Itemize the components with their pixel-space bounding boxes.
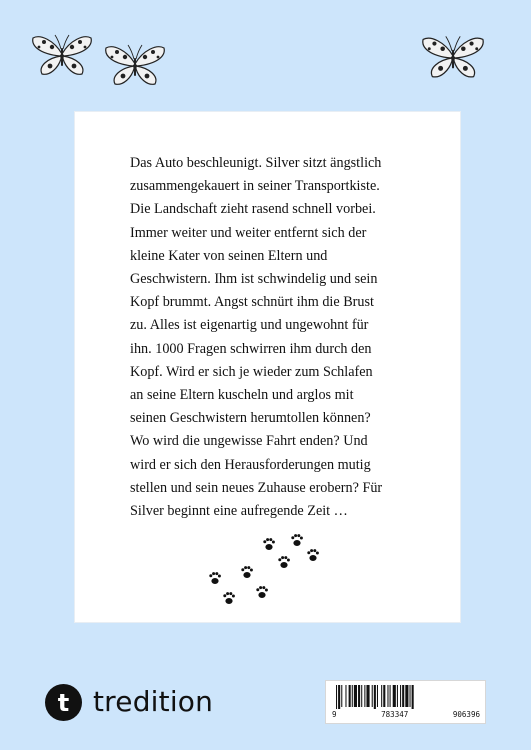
paw-print-icon	[256, 586, 268, 598]
barcode-bar	[377, 685, 378, 707]
isbn-group: 783347	[381, 710, 409, 719]
paw-print-icon	[278, 556, 290, 568]
blurb-line: Kopf brummt. Angst schnürt ihm die Brust	[130, 294, 374, 311]
isbn-number	[332, 710, 480, 719]
tredition-logo-icon	[45, 684, 82, 721]
blurb-line: Wo wird die ungewisse Fahrt enden? Und	[130, 433, 368, 450]
barcode-bar	[402, 685, 404, 707]
barcode-bar	[372, 685, 373, 707]
isbn-barcode	[325, 680, 486, 724]
paw-print-icon	[291, 534, 303, 546]
blurb-line: stellen und sein neues Zuhause erobern? Für	[130, 479, 383, 496]
blurb-line: wird er sich den Herausforderungen mutig	[130, 456, 371, 473]
butterfly-icon	[30, 32, 94, 78]
barcode-bar	[390, 685, 391, 707]
blurb-line: Silver beginnt eine aufregende Zeit …	[130, 503, 348, 520]
blurb-line: Kopf. Wird er sich je wieder zum Schlafen	[130, 363, 373, 380]
blurb-line: Immer weiter und weiter entfernt sich der	[130, 224, 367, 241]
blurb-line: Die Landschaft zieht rasend schnell vorbei.	[130, 201, 376, 218]
barcode-bar	[412, 685, 414, 709]
isbn-group: 9	[332, 710, 337, 719]
blurb-line: zu. Alles ist eigenartig und ungewohnt für	[130, 317, 369, 334]
blurb-text	[130, 152, 430, 523]
barcode-bar	[393, 685, 396, 707]
logo-mark-letter: t	[57, 689, 70, 717]
barcode-bar	[345, 685, 346, 707]
paw-print-icon	[307, 549, 319, 561]
paw-print-icon	[241, 566, 253, 578]
butterfly-icon	[420, 32, 486, 82]
paw-print-icon	[223, 592, 235, 604]
barcode-bar	[405, 685, 408, 707]
barcode-bar	[341, 685, 342, 707]
blurb-line: kleine Kater von seinen Eltern und	[130, 247, 328, 264]
barcode-bar	[381, 685, 382, 707]
butterfly-icon	[103, 42, 167, 88]
barcode-bar	[361, 685, 362, 707]
paw-print-icon	[209, 572, 221, 584]
blurb-panel	[75, 112, 460, 622]
barcode-bar	[397, 685, 398, 707]
blurb-line: zusammengekauert in seiner Transportkiste.	[130, 178, 380, 195]
barcode-bar	[400, 685, 401, 707]
barcode-bar	[374, 685, 376, 709]
barcode-bar	[352, 685, 353, 707]
isbn-group: 906396	[452, 710, 480, 719]
paw-print-icon	[263, 538, 275, 550]
barcode-bar	[354, 685, 357, 707]
publisher-name: tredition	[93, 685, 214, 718]
blurb-line: Das Auto beschleunigt. Silver sitzt ängstlich	[130, 155, 382, 171]
barcode-bar	[364, 685, 365, 707]
barcode-bar	[366, 685, 369, 707]
barcode-bar	[358, 685, 360, 707]
barcode-bar	[383, 685, 385, 707]
barcode-bar	[410, 685, 411, 707]
barcode-bar	[387, 685, 388, 707]
blurb-line: an seine Eltern kuscheln und arglos mit	[130, 387, 354, 404]
paw-prints	[205, 530, 335, 610]
publisher-logo	[45, 684, 245, 724]
barcode-bar	[349, 685, 351, 707]
blurb-line: ihn. 1000 Fragen schwirren ihm durch den	[130, 340, 372, 357]
barcode-bar	[338, 685, 340, 709]
blurb-line: Geschwistern. Ihm ist schwindelig und sein	[130, 271, 378, 288]
blurb-line: seinen Geschwistern herumtollen können?	[130, 410, 371, 427]
barcode-bars	[332, 685, 480, 709]
barcode-bar	[336, 685, 337, 709]
